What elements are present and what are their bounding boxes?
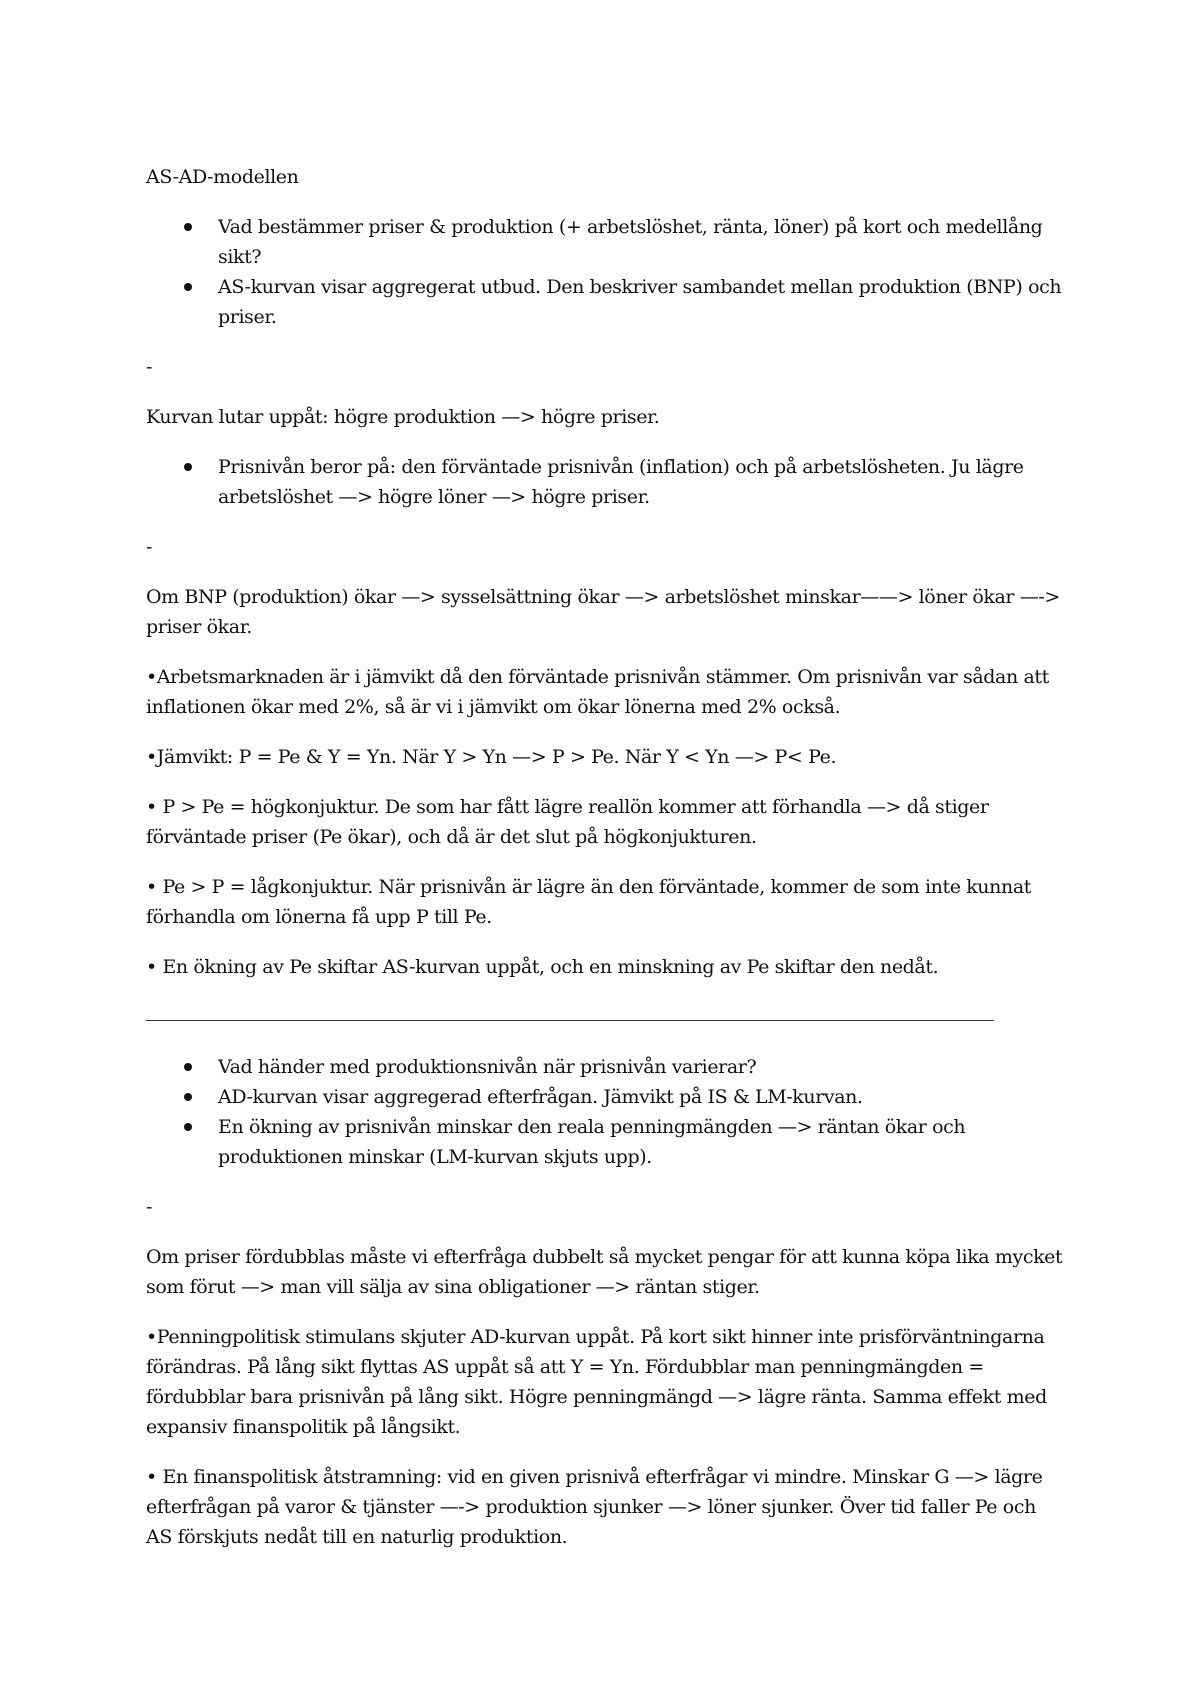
bullet-dot-icon	[184, 1093, 192, 1101]
paragraph: • Pe > P = lågkonjuktur. När prisnivån är lägre än den förväntade, kommer de som inte kunnat förhandla om lönerna få upp P till Pe.	[146, 876, 1031, 928]
bullet-list-prisniva	[146, 452, 1066, 512]
list-item	[218, 212, 1066, 272]
bullet-dot-icon	[184, 283, 192, 291]
bullet-dot-icon	[184, 1123, 192, 1131]
bullet-list-ad	[146, 1052, 1066, 1172]
document-page	[146, 162, 1066, 1572]
list-item-text: Vad bestämmer priser & produktion (+ arbetslöshet, ränta, löner) på kort och medellång sikt?	[218, 216, 1043, 268]
paragraph: Om priser fördubblas måste vi efterfråga dubbelt så mycket pengar för att kunna köpa lika mycket som förut —> man vill sälja av sina obligationer —> räntan stiger.	[146, 1246, 1063, 1298]
bullet-list-as	[146, 212, 1066, 332]
paragraph: Kurvan lutar uppåt: högre produktion —> högre priser.	[146, 406, 660, 428]
list-item	[218, 1112, 1066, 1172]
paragraph: • En ökning av Pe skiftar AS-kurvan uppåt, och en minskning av Pe skiftar den nedåt.	[146, 956, 939, 978]
paragraph: •Arbetsmarknaden är i jämvikt då den förväntade prisnivån stämmer. Om prisnivån var sådan att inflationen ökar med 2%, så är vi i jämvikt om ökar lönerna med 2% också.	[146, 666, 1049, 718]
list-item-text: En ökning av prisnivån minskar den reala penningmängden —> räntan ökar och produktionen minskar (LM-kurvan skjuts upp).	[218, 1116, 966, 1168]
rule-line	[146, 1020, 994, 1021]
bullet-dot-icon	[184, 223, 192, 231]
list-item-text: Prisnivån beror på: den förväntade prisnivån (inflation) och på arbetslösheten. Ju lägre arbetslöshet —> högre löner —> högre priser.	[218, 456, 1024, 508]
bullet-dot-icon	[184, 463, 192, 471]
paragraph: •Penningpolitisk stimulans skjuter AD-kurvan uppåt. På kort sikt hinner inte prisförväntningarna förändras. På lång sikt flyttas AS uppåt så att Y = Yn. Fördubblar man penningmängden = fördubblar bara prisnivån på lång sikt. Högre penningmängd —> lägre ränta. Samma effekt med expansiv finanspolitik på långsikt.	[146, 1326, 1047, 1438]
list-item	[218, 1082, 1066, 1112]
dash-separator: -	[146, 536, 153, 558]
paragraph: • P > Pe = högkonjuktur. De som har fått lägre reallön kommer att förhandla —> då stiger förväntade priser (Pe ökar), och då är det slut på högkonjukturen.	[146, 796, 989, 848]
document-title: AS-AD-modellen	[146, 166, 299, 188]
bullet-dot-icon	[184, 1063, 192, 1071]
horizontal-rule	[146, 1002, 1066, 1032]
paragraph: Om BNP (produktion) ökar —> sysselsättning ökar —> arbetslöshet minskar——> löner ökar —-> priser ökar.	[146, 586, 1060, 638]
list-item-text: AS-kurvan visar aggregerat utbud. Den beskriver sambandet mellan produktion (BNP) och priser.	[218, 276, 1062, 328]
list-item	[218, 452, 1066, 512]
dash-separator: -	[146, 356, 153, 378]
dash-separator: -	[146, 1196, 153, 1218]
list-item-text: AD-kurvan visar aggregerad efterfrågan. Jämvikt på IS & LM-kurvan.	[218, 1086, 863, 1108]
list-item	[218, 272, 1066, 332]
list-item	[218, 1052, 1066, 1082]
paragraph: • En finanspolitisk åtstramning: vid en given prisnivå efterfrågar vi mindre. Minskar G —> lägre efterfrågan på varor & tjänster —-> produktion sjunker —> löner sjunker. Över tid faller Pe och AS förskjuts nedåt till en naturlig produktion.	[146, 1466, 1043, 1548]
paragraph: •Jämvikt: P = Pe & Y = Yn. När Y > Yn —> P > Pe. När Y < Yn —> P< Pe.	[146, 746, 837, 768]
list-item-text: Vad händer med produktionsnivån när prisnivån varierar?	[218, 1056, 757, 1078]
